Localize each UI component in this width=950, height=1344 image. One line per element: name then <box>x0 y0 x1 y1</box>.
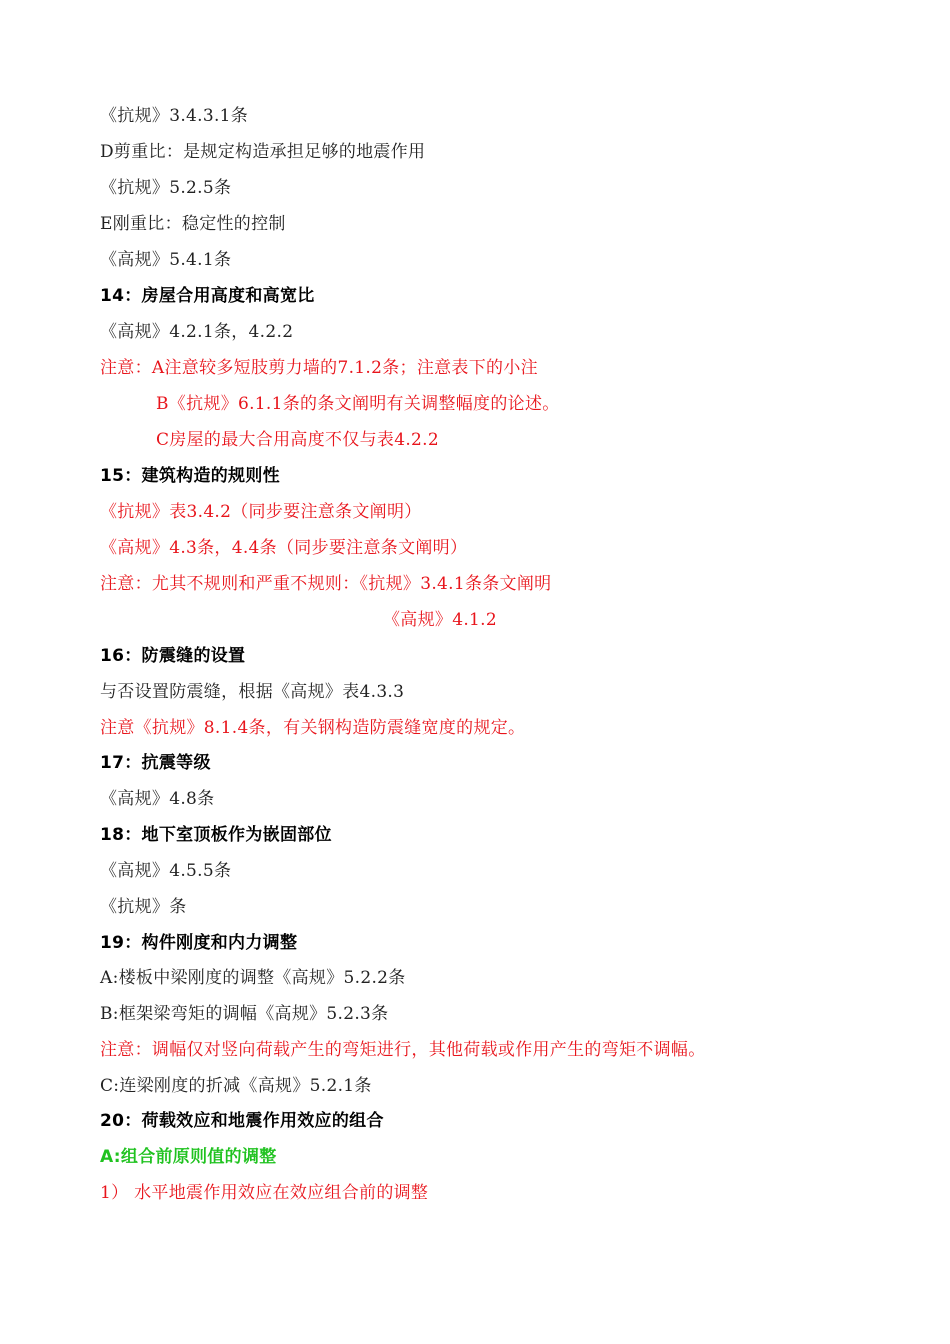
note-line: 《高规》4.3条，4.4条（同步要注意条文阐明） <box>100 538 468 558</box>
section-heading: 15：建筑构造的规则性 <box>100 466 280 486</box>
note-line: 《抗规》表3.4.2（同步要注意条文阐明） <box>100 502 422 522</box>
note-line: 注意：调幅仅对竖向荷载产生的弯矩进行，其他荷载或作用产生的弯矩不调幅。 <box>100 1040 706 1060</box>
note-line: B《抗规》6.1.1条的条文阐明有关调整幅度的论述。 <box>156 394 560 414</box>
section-heading: 20：荷载效应和地震作用效应的组合 <box>100 1111 384 1131</box>
note-line: 注意：尤其不规则和严重不规则：《抗规》3.4.1条条文阐明 <box>100 574 552 594</box>
note-line: 《高规》4.1.2 <box>383 610 497 630</box>
note-line: 注意：A注意较多短肢剪力墙的7.1.2条；注意表下的小注 <box>100 358 538 378</box>
section-heading: 17：抗震等级 <box>100 753 211 773</box>
text-line: C:连梁刚度的折减《高规》5.2.1条 <box>100 1076 372 1096</box>
text-line: 《高规》4.2.1条，4.2.2 <box>100 322 294 342</box>
text-line: 《抗规》3.4.3.1条 <box>100 106 249 126</box>
note-line: 1） 水平地震作用效应在效应组合前的调整 <box>100 1183 429 1203</box>
subsection-heading: A:组合前原则值的调整 <box>100 1147 277 1167</box>
section-heading: 19：构件刚度和内力调整 <box>100 933 298 953</box>
text-line: 《高规》5.4.1条 <box>100 250 232 270</box>
text-line: B:框架梁弯矩的调幅《高规》5.2.3条 <box>100 1004 389 1024</box>
note-line: 注意《抗规》8.1.4条，有关钢构造防震缝宽度的规定。 <box>100 718 526 738</box>
text-line: D剪重比：是规定构造承担足够的地震作用 <box>100 142 426 162</box>
text-line: A:楼板中梁刚度的调整《高规》5.2.2条 <box>100 968 406 988</box>
text-line: 《抗规》条 <box>100 897 187 917</box>
text-line: 《高规》4.5.5条 <box>100 861 232 881</box>
section-heading: 14：房屋合用高度和高宽比 <box>100 286 315 306</box>
section-heading: 18：地下室顶板作为嵌固部位 <box>100 825 332 845</box>
text-line: 《高规》4.8条 <box>100 789 215 809</box>
section-heading: 16：防震缝的设置 <box>100 646 246 666</box>
note-line: C房屋的最大合用高度不仅与表4.2.2 <box>156 430 439 450</box>
text-line: E刚重比：稳定性的控制 <box>100 214 286 234</box>
text-line: 《抗规》5.2.5条 <box>100 178 232 198</box>
text-line: 与否设置防震缝，根据《高规》表4.3.3 <box>100 682 405 702</box>
